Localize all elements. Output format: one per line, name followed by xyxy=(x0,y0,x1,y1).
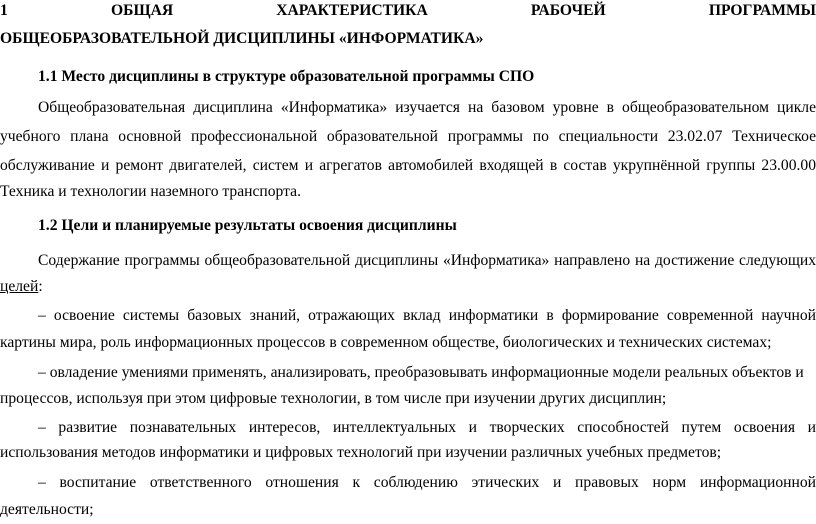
section-1-line-1: Общеобразовательная дисциплина «Информатика» изучается на базовом уровне в общеобразовательном цикле xyxy=(38,99,816,116)
heading-line-1: 1 ОБЩАЯ ХАРАКТЕРИСТИКА РАБОЧЕЙ ПРОГРАММЫ xyxy=(0,2,816,19)
goals-colon: : xyxy=(38,278,43,295)
bullet-1-line-1: – освоение системы базовых знаний, отражающих вклад информатики в формирование современной научной xyxy=(38,307,816,324)
section-1-line-2: учебного плана основной профессиональной образовательной программы по специальности 23.02.07 Техническое xyxy=(0,128,816,145)
section-1-title: 1.1 Место дисциплины в структуре образовательной программы СПО xyxy=(38,68,535,85)
goals-word: целей xyxy=(0,278,39,295)
bullet-4-line-2: деятельности; xyxy=(0,501,94,518)
bullet-4-line-1: – воспитание ответственного отношения к соблюдению этических и правовых норм информационной xyxy=(38,474,816,491)
section-1-line-3: обслуживание и ремонт двигателей, систем и агрегатов автомобилей входящей в состав укрупнённой группы 23.00.00 xyxy=(0,157,816,174)
bullet-2-line-1: – овладение умениями применять, анализировать, преобразовывать информационные модели реальных объектов и xyxy=(38,364,804,381)
heading-line-2: ОБЩЕОБРАЗОВАТЕЛЬНОЙ ДИСЦИПЛИНЫ «ИНФОРМАТИКА» xyxy=(0,30,484,47)
section-2-intro-line-1: Содержание программы общеобразовательной дисциплины «Информатика» направлено на достижение следующих xyxy=(38,252,816,269)
bullet-2-line-2: процессов, используя при этом цифровые технологии, в том числе при изучении других дисциплин; xyxy=(0,390,667,407)
section-2-intro-line-2 xyxy=(0,277,816,297)
section-2-title: 1.2 Цели и планируемые результаты освоения дисциплины xyxy=(38,217,457,234)
bullet-1-line-2: картины мира, роль информационных процессов в современном обществе, биологических и технических системах; xyxy=(0,334,772,351)
bullet-3-line-2: использования методов информатики и цифровых технологий при изучении различных учебных предметов; xyxy=(0,444,722,461)
bullet-3-line-1: – развитие познавательных интересов, интеллектуальных и творческих способностей путем освоения и xyxy=(38,419,816,436)
section-1-line-4: Техника и технологии наземного транспорта. xyxy=(0,183,301,200)
